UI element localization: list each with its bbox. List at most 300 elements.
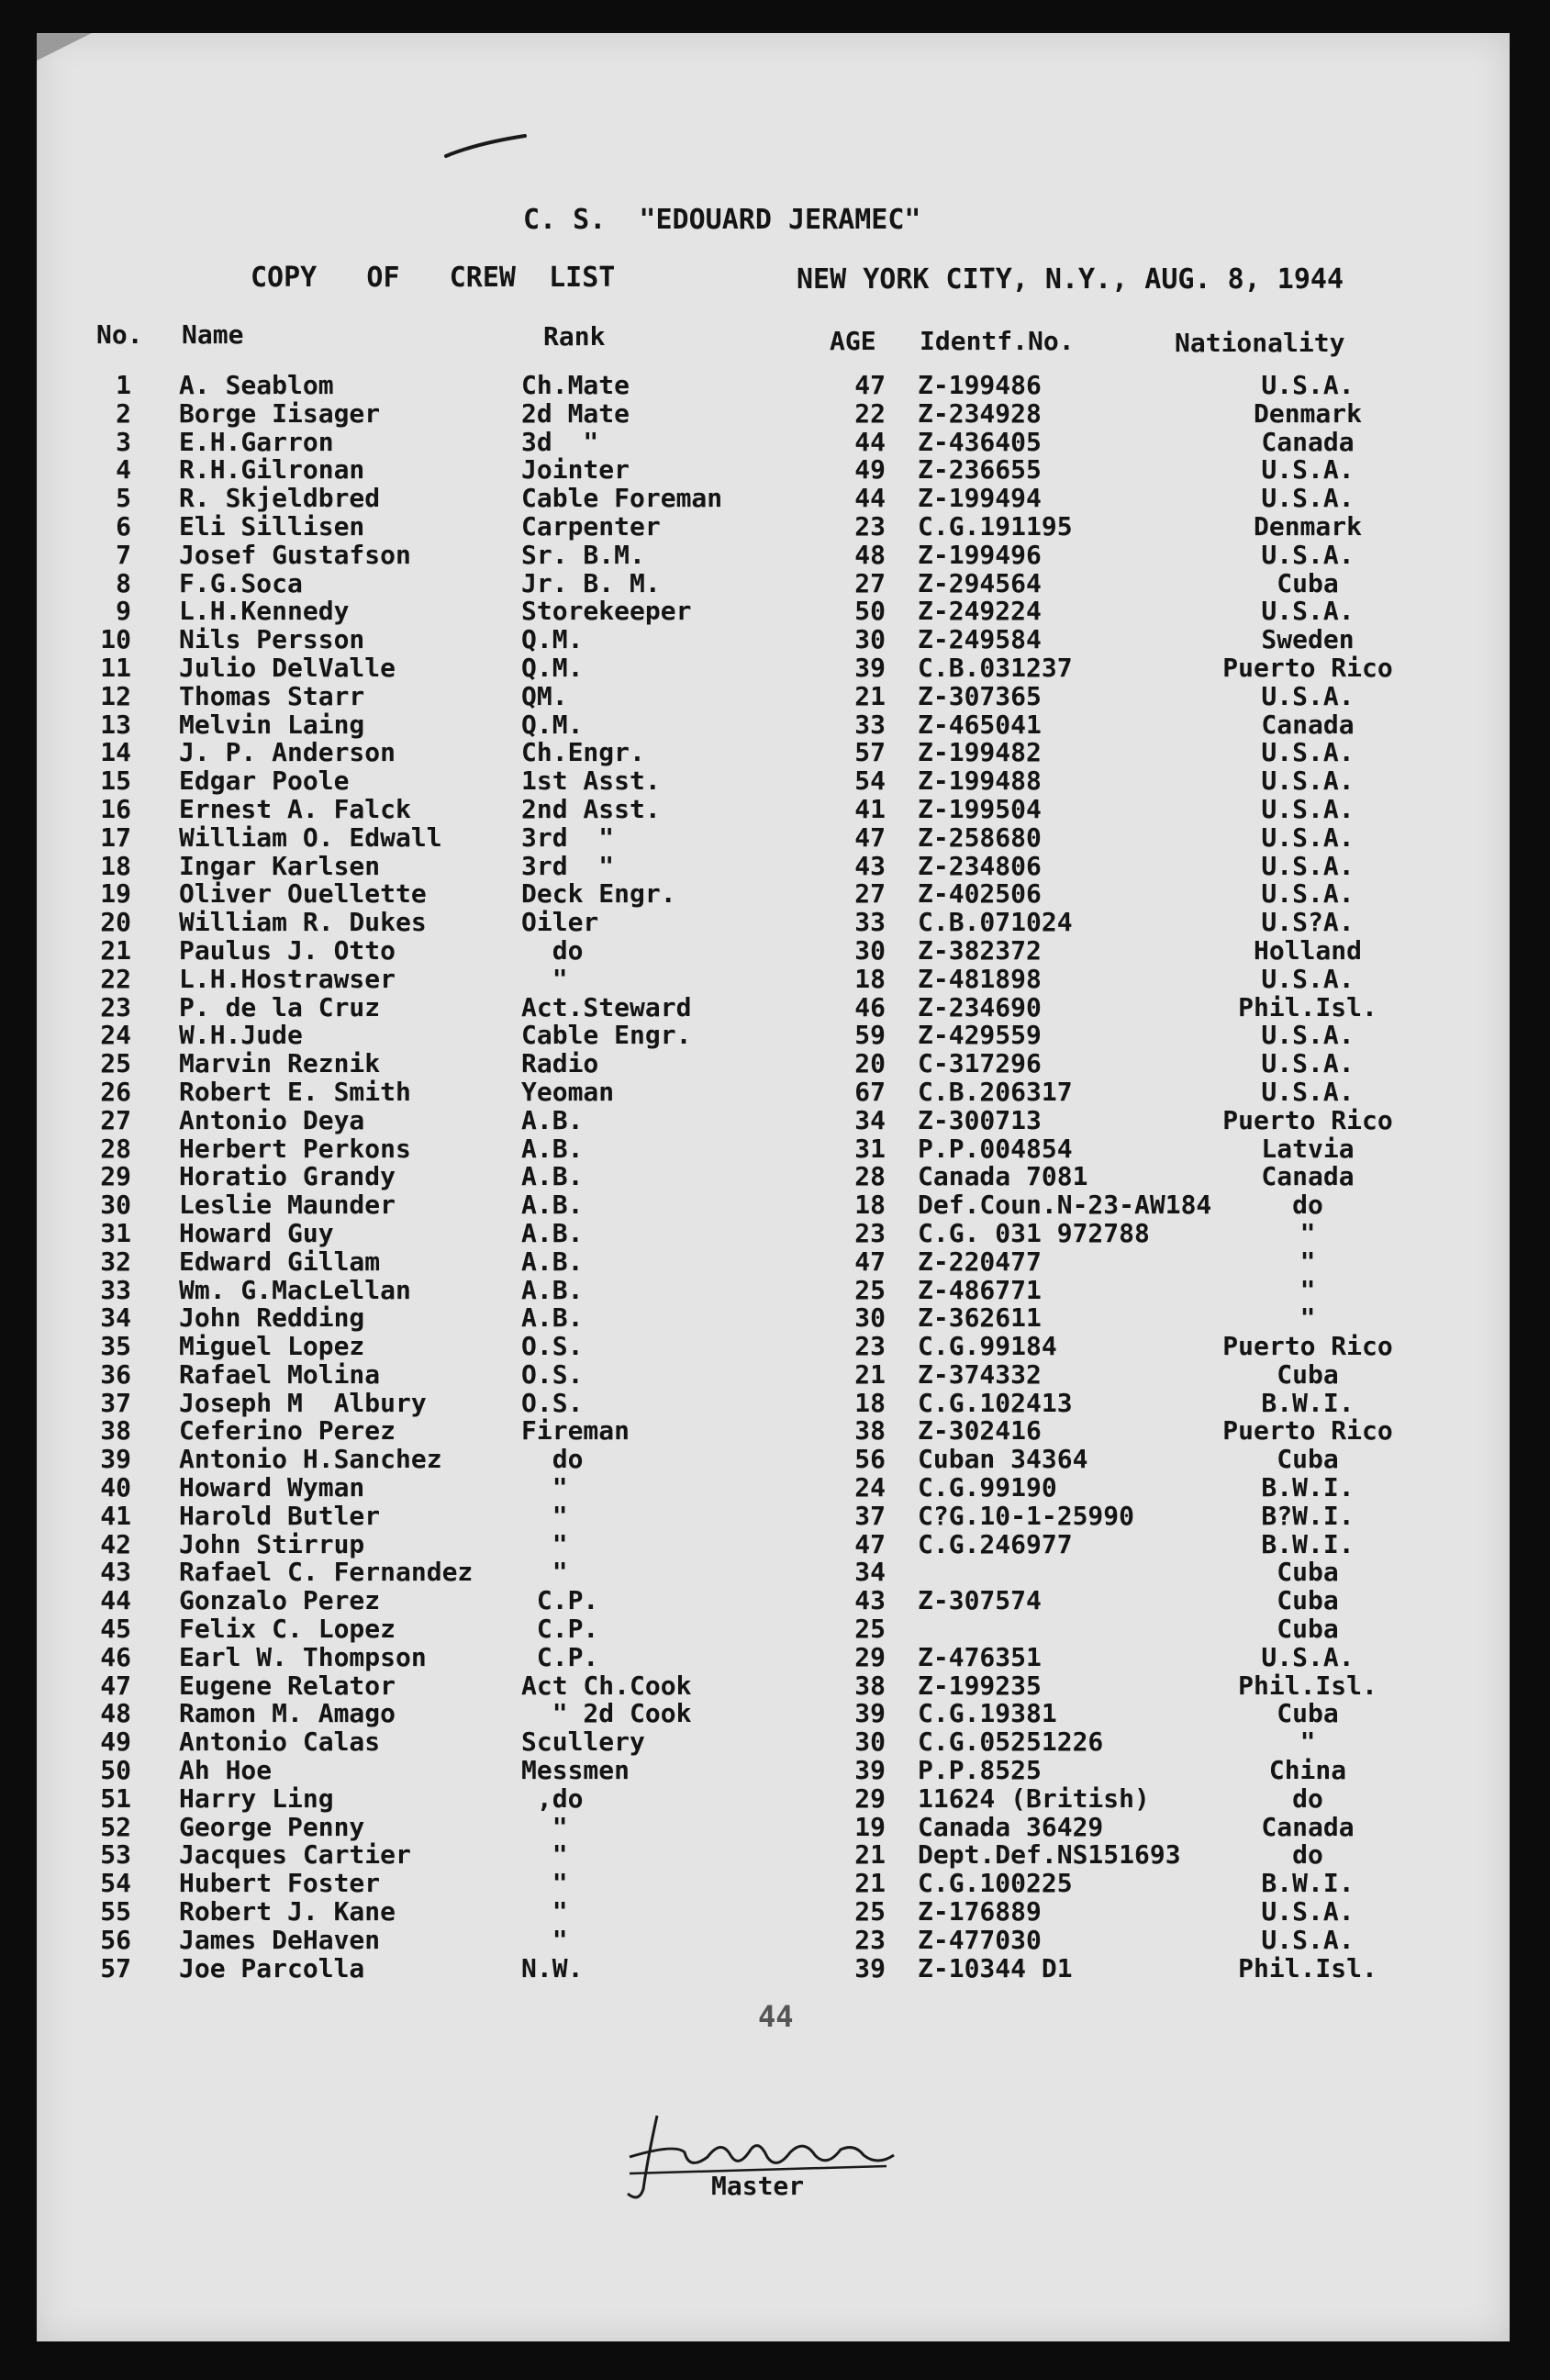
crew-number: 12: [100, 680, 131, 711]
crew-rank: Ch.Engr.: [521, 737, 645, 768]
crew-nationality: Cuba: [1277, 1444, 1339, 1475]
crew-ident-no: Canada 7081: [918, 1161, 1088, 1192]
table-row: [0, 654, 1550, 683]
crew-age: 47: [854, 821, 886, 853]
crew-nationality: U.S.A.: [1261, 370, 1355, 400]
crew-age: 47: [854, 370, 886, 400]
crew-ident-no: Z-236655: [918, 454, 1042, 486]
table-row: [0, 598, 1550, 626]
crew-rank: O.S.: [521, 1387, 584, 1418]
crew-rank: Messmen: [521, 1755, 630, 1786]
table-row: [0, 1587, 1550, 1615]
crew-name: Earl W. Thompson: [179, 1641, 427, 1672]
crew-nationality: Puerto Rico: [1222, 652, 1393, 683]
crew-name: Marvin Reznik: [179, 1048, 381, 1079]
table-row: [0, 539, 1550, 570]
crew-nationality: B.W.I.: [1261, 1387, 1355, 1418]
crew-nationality: U.S.A.: [1261, 793, 1355, 824]
crew-name: E.H.Garron: [179, 426, 334, 457]
crew-age: 21: [854, 1358, 886, 1390]
crew-table: [0, 372, 1550, 1983]
table-row: [0, 567, 1550, 598]
crew-nationality: B.W.I.: [1261, 1472, 1355, 1503]
crew-number: 57: [100, 1952, 131, 1983]
crew-rank: Oiler: [521, 907, 599, 938]
crew-nationality: China: [1268, 1755, 1347, 1786]
table-row: [0, 1757, 1550, 1785]
crew-number: 49: [100, 1726, 131, 1758]
column-header-no: No.: [96, 319, 143, 350]
crew-name: John Stirrup: [179, 1528, 365, 1559]
crew-ident-no: Z-199482: [918, 737, 1042, 768]
crew-rank: 2d Mate: [521, 397, 630, 429]
crew-name: W.H.Jude: [179, 1020, 303, 1051]
table-row: [0, 1811, 1550, 1842]
crew-name: J. P. Anderson: [179, 737, 396, 768]
crew-ident-no: Z-465041: [918, 709, 1042, 740]
crew-rank: Jointer: [521, 454, 630, 486]
crew-age: 24: [854, 1472, 886, 1503]
ship-title: C. S. "EDOUARD JERAMEC": [523, 204, 921, 236]
crew-ident-no: C.G.246977: [918, 1528, 1073, 1559]
table-row: [0, 880, 1550, 909]
crew-ident-no: C.G.191195: [918, 510, 1073, 542]
table-row: [0, 793, 1550, 824]
crew-number: 37: [100, 1387, 131, 1418]
crew-name: Edgar Poole: [179, 765, 350, 797]
crew-name: James DeHaven: [179, 1924, 381, 1955]
crew-rank: ": [521, 1839, 568, 1871]
crew-number: 40: [100, 1472, 131, 1503]
crew-name: Paulus J. Otto: [179, 934, 396, 966]
crew-number: 10: [100, 624, 131, 655]
crew-nationality: Phil.Isl.: [1238, 991, 1377, 1022]
crew-age: 47: [854, 1246, 886, 1277]
crew-number: 16: [100, 793, 131, 824]
crew-ident-no: P.P.8525: [918, 1755, 1042, 1786]
crew-ident-no: Z-220477: [918, 1246, 1042, 1277]
crew-nationality: U.S.A.: [1261, 1020, 1355, 1051]
crew-name: Robert J. Kane: [179, 1896, 396, 1927]
crew-ident-no: Z-10344 D1: [918, 1952, 1073, 1983]
crew-rank: A.B.: [521, 1104, 584, 1135]
crew-age: 43: [854, 1585, 886, 1616]
crew-number: 51: [100, 1782, 131, 1814]
crew-name: Ceferino Perez: [179, 1415, 396, 1447]
crew-ident-no: Z-199235: [918, 1670, 1042, 1701]
crew-age: 27: [854, 878, 886, 910]
crew-age: 34: [854, 1104, 886, 1135]
crew-name: Joseph M Albury: [179, 1387, 427, 1418]
crew-rank: 3rd ": [521, 850, 615, 881]
crew-nationality: U.S.A.: [1261, 737, 1355, 768]
table-row: [0, 1500, 1550, 1531]
crew-age: 18: [854, 963, 886, 994]
crew-ident-no: C.G.05251226: [918, 1726, 1104, 1758]
crew-age: 33: [854, 709, 886, 740]
crew-rank: ": [521, 1557, 568, 1588]
crew-age: 30: [854, 1302, 886, 1334]
crew-age: 23: [854, 1217, 886, 1248]
crew-rank: Radio: [521, 1048, 599, 1079]
crew-name: Ingar Karlsen: [179, 850, 381, 881]
crew-age: 30: [854, 624, 886, 655]
crew-number: 21: [100, 934, 131, 966]
crew-number: 27: [100, 1104, 131, 1135]
table-row: [0, 1615, 1550, 1644]
crew-ident-no: Z-234928: [918, 397, 1042, 429]
table-row: [0, 934, 1550, 966]
crew-name: George Penny: [179, 1811, 365, 1842]
crew-number: 4: [116, 454, 131, 486]
crew-ident-no: Z-176889: [918, 1896, 1042, 1927]
crew-number: 2: [116, 397, 131, 429]
table-row: [0, 1387, 1550, 1418]
crew-ident-no: Z-476351: [918, 1641, 1042, 1672]
table-row: [0, 1022, 1550, 1050]
crew-name: L.H.Kennedy: [179, 596, 350, 627]
crew-ident-no: Cuban 34364: [918, 1444, 1088, 1475]
crew-rank: Yeoman: [521, 1076, 615, 1107]
crew-name: Julio DelValle: [179, 652, 396, 683]
crew-age: 47: [854, 1528, 886, 1559]
table-row: [0, 1870, 1550, 1898]
copy-of-crew-list-heading: COPY OF CREW LIST: [251, 262, 616, 294]
crew-name: Harold Butler: [179, 1500, 381, 1531]
crew-rank: A.B.: [521, 1217, 584, 1248]
crew-rank: ": [521, 1924, 568, 1955]
crew-rank: Q.M.: [521, 709, 584, 740]
crew-rank: Cable Foreman: [521, 483, 723, 514]
table-row: [0, 1248, 1550, 1277]
pen-dash-mark: [440, 128, 532, 165]
crew-age: 20: [854, 1048, 886, 1079]
crew-ident-no: Z-199486: [918, 370, 1042, 400]
crew-rank: Sr. B.M.: [521, 539, 645, 570]
crew-rank: A.B.: [521, 1274, 584, 1305]
crew-rank: A.B.: [521, 1190, 584, 1221]
crew-ident-no: Z-382372: [918, 934, 1042, 966]
crew-rank: Ch.Mate: [521, 370, 630, 400]
crew-number: 1: [116, 370, 131, 400]
crew-age: 29: [854, 1641, 886, 1672]
crew-age: 33: [854, 907, 886, 938]
corner-fold: [37, 33, 92, 61]
crew-number: 33: [100, 1274, 131, 1305]
crew-nationality: U.S.A.: [1261, 821, 1355, 853]
crew-rank: C.P.: [521, 1614, 599, 1645]
crew-rank: O.S.: [521, 1331, 584, 1362]
crew-ident-no: Z-477030: [918, 1924, 1042, 1955]
crew-rank: A.B.: [521, 1133, 584, 1164]
crew-age: 37: [854, 1500, 886, 1531]
table-row: [0, 1135, 1550, 1164]
table-row: [0, 1304, 1550, 1333]
crew-name: Melvin Laing: [179, 709, 365, 740]
column-header-nationality: Nationality: [1175, 328, 1345, 358]
crew-name: Hubert Foster: [179, 1868, 381, 1899]
table-row: [0, 991, 1550, 1022]
crew-age: 57: [854, 737, 886, 768]
crew-age: 21: [854, 1839, 886, 1871]
crew-name: F.G.Soca: [179, 567, 303, 598]
crew-number: 41: [100, 1500, 131, 1531]
crew-ident-no: C.G.99184: [918, 1331, 1057, 1362]
crew-number: 5: [116, 483, 131, 514]
table-row: [0, 626, 1550, 654]
crew-name: Robert E. Smith: [179, 1076, 411, 1107]
crew-nationality: Canada: [1261, 1161, 1355, 1192]
table-row: [0, 1924, 1550, 1955]
crew-name: Gonzalo Perez: [179, 1585, 381, 1616]
crew-rank: ": [521, 1896, 568, 1927]
crew-age: 44: [854, 483, 886, 514]
crew-nationality: B.W.I.: [1261, 1528, 1355, 1559]
crew-number: 32: [100, 1246, 131, 1277]
crew-number: 35: [100, 1331, 131, 1362]
table-row: [0, 510, 1550, 542]
crew-nationality: Denmark: [1253, 510, 1362, 542]
column-header-age: AGE: [830, 326, 876, 356]
crew-nationality: Cuba: [1277, 567, 1339, 598]
crew-nationality: Puerto Rico: [1222, 1104, 1393, 1135]
crew-name: Rafael Molina: [179, 1358, 381, 1390]
crew-rank: ": [521, 1811, 568, 1842]
crew-nationality: do: [1292, 1190, 1323, 1221]
crew-number: 43: [100, 1557, 131, 1588]
crew-age: 59: [854, 1020, 886, 1051]
crew-ident-no: Z-307574: [918, 1585, 1042, 1616]
crew-number: 45: [100, 1614, 131, 1645]
crew-age: 38: [854, 1415, 886, 1447]
crew-ident-no: Z-199504: [918, 793, 1042, 824]
table-row: [0, 1782, 1550, 1814]
crew-name: R. Skjeldbred: [179, 483, 381, 514]
table-row: [0, 963, 1550, 994]
table-row: [0, 680, 1550, 711]
crew-name: Rafael C. Fernandez: [179, 1557, 474, 1588]
crew-nationality: do: [1292, 1839, 1323, 1871]
crew-number: 52: [100, 1811, 131, 1842]
table-row: [0, 1446, 1550, 1474]
table-row: [0, 711, 1550, 740]
crew-number: 19: [100, 878, 131, 910]
crew-ident-no: C?G.10-1-25990: [918, 1500, 1135, 1531]
crew-name: Antonio Calas: [179, 1726, 381, 1758]
crew-rank: Q.M.: [521, 652, 584, 683]
crew-nationality: U.S.A.: [1261, 454, 1355, 486]
crew-age: 48: [854, 539, 886, 570]
crew-ident-no: C.G.100225: [918, 1868, 1073, 1899]
crew-name: Oliver Ouellette: [179, 878, 427, 910]
page-number: 44: [758, 1999, 794, 2034]
crew-age: 46: [854, 991, 886, 1022]
table-row: [0, 1728, 1550, 1757]
table-row: [0, 739, 1550, 767]
crew-nationality: Canada: [1261, 709, 1355, 740]
crew-number: 7: [116, 539, 131, 570]
crew-number: 46: [100, 1641, 131, 1672]
table-row: [0, 1217, 1550, 1248]
crew-name: William O. Edwall: [179, 821, 442, 853]
crew-ident-no: Z-486771: [918, 1274, 1042, 1305]
crew-ident-no: Z-199488: [918, 765, 1042, 797]
crew-name: Antonio Deya: [179, 1104, 365, 1135]
crew-rank: " 2d Cook: [521, 1698, 692, 1729]
crew-rank: do: [521, 934, 584, 966]
table-row: [0, 426, 1550, 457]
crew-nationality: U.S.A.: [1261, 765, 1355, 797]
crew-name: Antonio H.Sanchez: [179, 1444, 442, 1475]
crew-number: 53: [100, 1839, 131, 1871]
crew-name: Borge Iisager: [179, 397, 381, 429]
crew-nationality: B.W.I.: [1261, 1868, 1355, 1899]
crew-nationality: Cuba: [1277, 1698, 1339, 1729]
crew-number: 29: [100, 1161, 131, 1192]
table-row: [0, 767, 1550, 796]
crew-age: 23: [854, 1924, 886, 1955]
crew-number: 23: [100, 991, 131, 1022]
crew-age: 23: [854, 1331, 886, 1362]
crew-age: 22: [854, 397, 886, 429]
crew-nationality: do: [1292, 1782, 1323, 1814]
crew-nationality: Cuba: [1277, 1585, 1339, 1616]
table-row: [0, 1841, 1550, 1870]
crew-nationality: U.S.A.: [1261, 1076, 1355, 1107]
crew-number: 8: [116, 567, 131, 598]
crew-name: Edward Gillam: [179, 1246, 381, 1277]
crew-rank: C.P.: [521, 1641, 599, 1672]
crew-number: 25: [100, 1048, 131, 1079]
crew-ident-no: Z-402506: [918, 878, 1042, 910]
crew-nationality: Holland: [1253, 934, 1362, 966]
crew-rank: ": [521, 963, 568, 994]
crew-number: 13: [100, 709, 131, 740]
crew-name: Ah Hoe: [179, 1755, 273, 1786]
crew-nationality: ": [1299, 1726, 1316, 1758]
crew-age: 39: [854, 652, 886, 683]
table-row: [0, 1333, 1550, 1361]
crew-ident-no: Z-249584: [918, 624, 1042, 655]
crew-nationality: U.S.A.: [1261, 963, 1355, 994]
crew-rank: ": [521, 1528, 568, 1559]
crew-rank: QM.: [521, 680, 568, 711]
crew-rank: A.B.: [521, 1302, 584, 1334]
crew-age: 25: [854, 1614, 886, 1645]
crew-number: 3: [116, 426, 131, 457]
crew-age: 56: [854, 1444, 886, 1475]
crew-ident-no: Z-302416: [918, 1415, 1042, 1447]
crew-rank: O.S.: [521, 1358, 584, 1390]
table-row: [0, 1700, 1550, 1728]
crew-rank: Jr. B. M.: [521, 567, 661, 598]
crew-age: 25: [854, 1896, 886, 1927]
crew-age: 19: [854, 1811, 886, 1842]
crew-ident-no: Z-300713: [918, 1104, 1042, 1135]
crew-nationality: Canada: [1261, 1811, 1355, 1842]
crew-rank: N.W.: [521, 1952, 584, 1983]
table-row: [0, 1104, 1550, 1135]
crew-number: 48: [100, 1698, 131, 1729]
table-row: [0, 1078, 1550, 1107]
crew-nationality: U.S.A.: [1261, 1924, 1355, 1955]
crew-number: 15: [100, 765, 131, 797]
crew-ident-no: Z-258680: [918, 821, 1042, 853]
master-label: Master: [711, 2171, 805, 2201]
table-row: [0, 1163, 1550, 1191]
crew-ident-no: C-317296: [918, 1048, 1042, 1079]
crew-age: 39: [854, 1698, 886, 1729]
crew-number: 54: [100, 1868, 131, 1899]
crew-number: 6: [116, 510, 131, 542]
crew-age: 39: [854, 1755, 886, 1786]
table-row: [0, 1528, 1550, 1559]
crew-number: 26: [100, 1076, 131, 1107]
crew-number: 56: [100, 1924, 131, 1955]
crew-name: Herbert Perkons: [179, 1133, 411, 1164]
crew-nationality: Puerto Rico: [1222, 1331, 1393, 1362]
table-row: [0, 1417, 1550, 1446]
crew-rank: Act Ch.Cook: [521, 1670, 692, 1701]
crew-age: 34: [854, 1557, 886, 1588]
crew-ident-no: Z-481898: [918, 963, 1042, 994]
crew-ident-no: C.B.031237: [918, 652, 1073, 683]
crew-age: 28: [854, 1161, 886, 1192]
crew-rank: Fireman: [521, 1415, 630, 1447]
crew-ident-no: Z-199496: [918, 539, 1042, 570]
crew-rank: A.B.: [521, 1246, 584, 1277]
crew-number: 28: [100, 1133, 131, 1164]
crew-number: 30: [100, 1190, 131, 1221]
crew-name: Howard Guy: [179, 1217, 334, 1248]
table-row: [0, 1358, 1550, 1390]
crew-ident-no: Z-234806: [918, 850, 1042, 881]
crew-rank: C.P.: [521, 1585, 599, 1616]
crew-nationality: Puerto Rico: [1222, 1415, 1393, 1447]
crew-nationality: Cuba: [1277, 1614, 1339, 1645]
crew-name: A. Seablom: [179, 370, 334, 400]
column-header-rank: Rank: [543, 321, 606, 352]
crew-name: Leslie Maunder: [179, 1190, 396, 1221]
crew-number: 38: [100, 1415, 131, 1447]
crew-rank: 2nd Asst.: [521, 793, 661, 824]
crew-number: 20: [100, 907, 131, 938]
crew-name: Ramon M. Amago: [179, 1698, 396, 1729]
crew-nationality: U.S?A.: [1261, 907, 1355, 938]
crew-age: 54: [854, 765, 886, 797]
table-row: [0, 1559, 1550, 1587]
crew-rank: ": [521, 1868, 568, 1899]
crew-name: Miguel Lopez: [179, 1331, 365, 1362]
crew-name: John Redding: [179, 1302, 365, 1334]
crew-number: 44: [100, 1585, 131, 1616]
crew-name: Thomas Starr: [179, 680, 365, 711]
crew-nationality: Sweden: [1261, 624, 1355, 655]
crew-name: P. de la Cruz: [179, 991, 381, 1022]
table-row: [0, 850, 1550, 881]
crew-age: 25: [854, 1274, 886, 1305]
crew-number: 24: [100, 1020, 131, 1051]
crew-nationality: Cuba: [1277, 1557, 1339, 1588]
crew-name: Horatio Grandy: [179, 1161, 396, 1192]
crew-age: 38: [854, 1670, 886, 1701]
crew-age: 27: [854, 567, 886, 598]
crew-ident-no: Z-249224: [918, 596, 1042, 627]
crew-rank: Cable Engr.: [521, 1020, 692, 1051]
crew-name: William R. Dukes: [179, 907, 427, 938]
crew-age: 30: [854, 934, 886, 966]
table-row: [0, 372, 1550, 400]
